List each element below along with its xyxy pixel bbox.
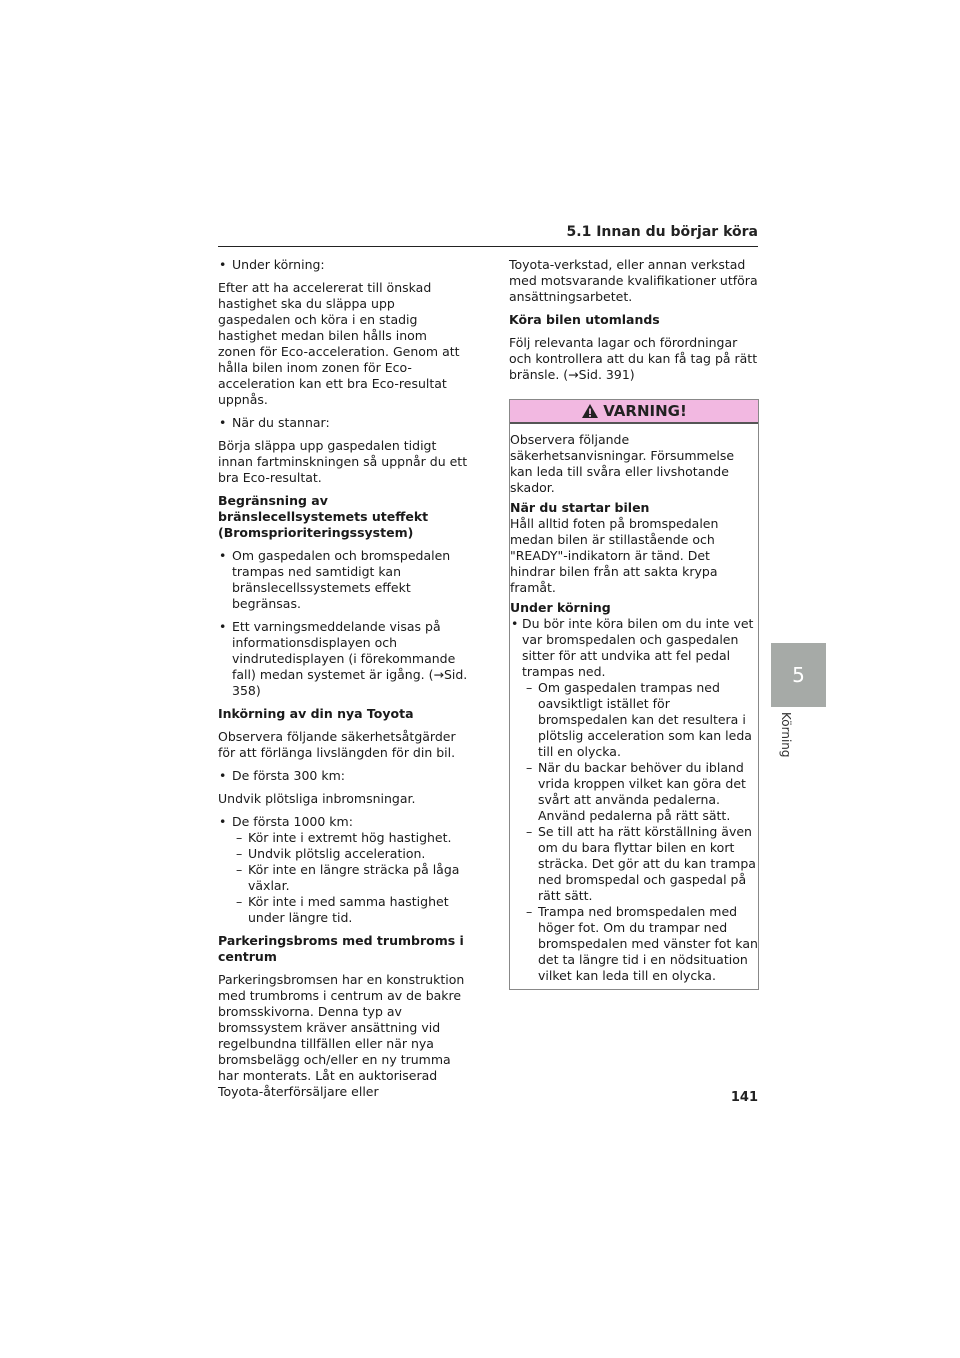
warning-triangle-icon bbox=[581, 403, 599, 419]
heading-parkeringsbroms: Parkeringsbroms med trumbroms i centrum bbox=[218, 933, 464, 964]
warning-dash-item: – Om gaspedalen trampas ned oavsiktligt istället för bromspedalen kan det resultera i plötslig acceleration som kan leda till en olycka. bbox=[510, 680, 758, 760]
left-column bbox=[218, 257, 468, 1107]
paragraph: Undvik plötsliga inbromsningar. bbox=[218, 791, 416, 806]
chapter-tab bbox=[771, 643, 826, 707]
warning-body bbox=[510, 424, 758, 984]
warning-box bbox=[509, 399, 759, 990]
warning-dash-item: – När du backar behöver du ibland vrida kroppen vilket kan göra det svårt att använda pedalerna. Använd pedalerna på rätt sätt. bbox=[510, 760, 758, 824]
warning-dash-item: – Se till att ha rätt körställning även om du bara flyttar bilen en kort sträcka. Det gör att du kan trampa ned bromspedal och gaspedal på rätt sätt. bbox=[510, 824, 758, 904]
paragraph: Efter att ha accelererat till önskad hastighet ska du släppa upp gaspedalen och köra i en stadig hastighet medan bilen hålls inom zonen för Eco-acceleration. Genom att hålla bilen inom zonen för Eco-acceleration kan ett bra Eco-resultat uppnås. bbox=[218, 280, 460, 407]
list-item: • De första 1000 km: bbox=[218, 814, 468, 830]
chapter-label: Körning bbox=[779, 712, 793, 758]
dash-item: – Kör inte en längre sträcka på låga växlar. bbox=[218, 862, 468, 894]
list-item: • Ett varningsmeddelande visas på informationsdisplayen och vindrutedisplayen (i förekommande fall) medan systemet är igång. (→Sid. 358) bbox=[218, 619, 468, 699]
warning-heading: När du startar bilen bbox=[510, 500, 650, 515]
dash-list bbox=[218, 830, 468, 926]
section-title: 5.1 Innan du börjar köra bbox=[566, 224, 758, 240]
bullet-nar-du-stannar: • När du stannar: bbox=[218, 415, 468, 431]
paragraph: Toyota-verkstad, eller annan verkstad med motsvarande kvalifikationer utföra ansättningsarbetet. bbox=[509, 257, 758, 304]
heading-inkorning: Inkörning av din nya Toyota bbox=[218, 706, 414, 721]
page-header bbox=[218, 224, 758, 247]
page-number: 141 bbox=[730, 1090, 758, 1105]
bullet-under-korning: • Under körning: bbox=[218, 257, 468, 273]
heading-utomlands: Köra bilen utomlands bbox=[509, 312, 660, 327]
chapter-number: 5 bbox=[792, 663, 805, 687]
paragraph: Parkeringsbromsen har en konstruktion med trumbroms i centrum av de bakre bromsskivorna. Denna typ av bromssystem kräver ansättning vid regelbundna tillfällen eller när nya bromsbelägg och/eller en ny trumma har monterats. Låt en auktoriserad Toyota-återförsäljare eller bbox=[218, 972, 465, 1099]
list-item: • Om gaspedalen och bromspedalen trampas ned samtidigt kan bränslecellssystemets effekt begränsas. bbox=[218, 548, 468, 612]
dash-item: – Kör inte i med samma hastighet under längre tid. bbox=[218, 894, 468, 926]
warning-heading: Under körning bbox=[510, 600, 611, 615]
warning-intro: Observera följande säkerhetsanvisningar. Försummelse kan leda till svåra eller livshotande skador. bbox=[510, 432, 735, 495]
warning-dash-item: – Trampa ned bromspedalen med höger fot. Om du trampar ned bromspedalen med vänster fot kan det ta längre tid i en nödsituation vilket kan leda till en olycka. bbox=[510, 904, 758, 984]
paragraph: Observera följande säkerhetsåtgärder för att förlänga livslängden för din bil. bbox=[218, 729, 456, 760]
paragraph: Följ relevanta lagar och förordningar och kontrollera att du kan få tag på rätt bränsle. (→Sid. 391) bbox=[509, 335, 758, 382]
warning-paragraph: Håll alltid foten på bromspedalen medan bilen är stillastående och "READY"-indikatorn är tänd. Det hindrar bilen från att sakta krypa framåt. bbox=[510, 516, 719, 595]
right-column bbox=[509, 257, 759, 390]
warning-title: VARNING! bbox=[603, 402, 687, 420]
heading-bransle: Begränsning av bränslecellsystemets uteffekt (Bromsprioriteringssystem) bbox=[218, 493, 429, 540]
warning-header bbox=[510, 400, 758, 424]
list-item: • De första 300 km: bbox=[218, 768, 468, 784]
dash-item: – Undvik plötslig acceleration. bbox=[218, 846, 468, 862]
dash-item: – Kör inte i extremt hög hastighet. bbox=[218, 830, 468, 846]
paragraph: Börja släppa upp gaspedalen tidigt innan fartminskningen så uppnår du ett bra Eco-resultat. bbox=[218, 438, 468, 485]
warning-bullet: • Du bör inte köra bilen om du inte vet var bromspedalen och gaspedalen sitter för att undvika att fel pedal trampas ned. bbox=[510, 616, 758, 680]
